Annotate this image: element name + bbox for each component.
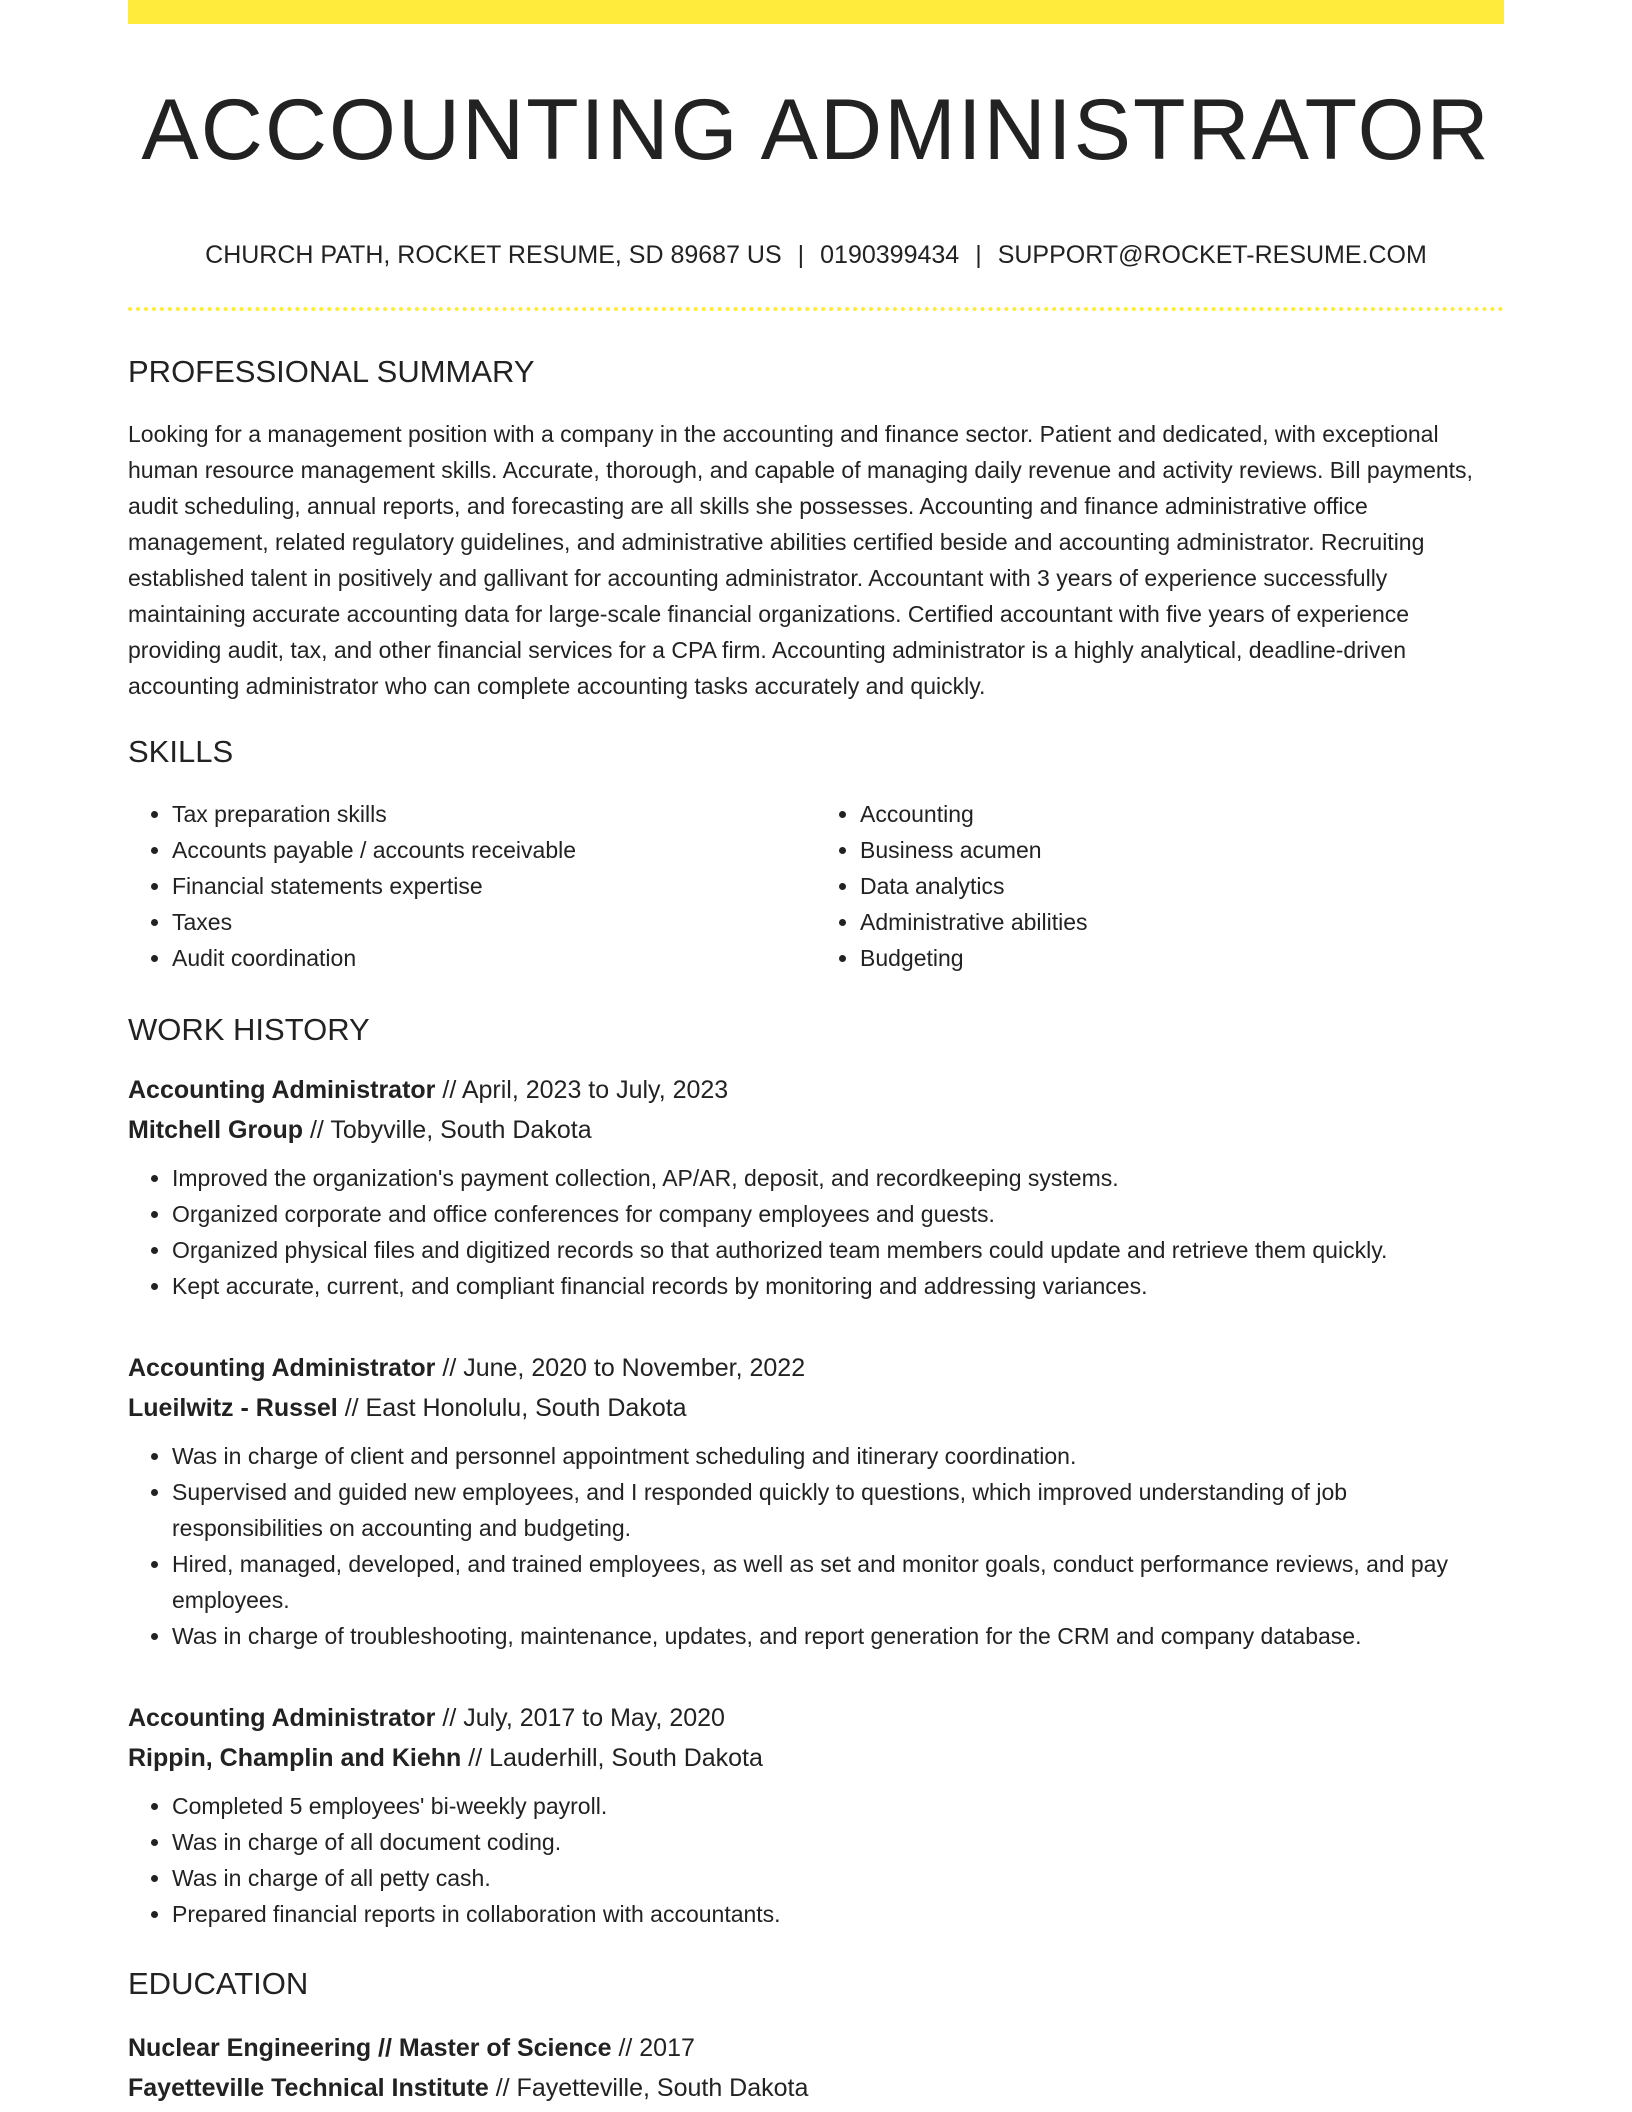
job-entry — [128, 1070, 1504, 1304]
skill-item: • Data analytics — [860, 868, 1504, 904]
job-bullets — [128, 1160, 1504, 1304]
job-title-line — [128, 1698, 1504, 1738]
job-entry — [128, 1698, 1504, 1932]
job-dates: // July, 2017 to May, 2020 — [442, 1704, 725, 1732]
job-title: Accounting Administrator — [128, 1354, 436, 1382]
skills-list-left — [128, 796, 816, 976]
contact-email: SUPPORT@ROCKET-RESUME.COM — [997, 241, 1427, 269]
job-bullet: • Kept accurate, current, and compliant financial records by monitoring and addressing variances. — [172, 1268, 1504, 1304]
work-history-section — [128, 1010, 1504, 1932]
job-bullet: • Improved the organization's payment collection, AP/AR, deposit, and recordkeeping systems. — [172, 1160, 1504, 1196]
skill-item: • Audit coordination — [172, 940, 816, 976]
job-entry — [128, 1348, 1504, 1654]
education-school-line — [128, 2068, 1504, 2108]
skill-item: • Accounts payable / accounts receivable — [172, 832, 816, 868]
dotted-divider — [128, 307, 1504, 311]
job-bullet: • Was in charge of all petty cash. — [172, 1860, 1504, 1896]
accent-top-bar — [128, 0, 1504, 24]
job-bullet: • Supervised and guided new employees, and I responded quickly to questions, which improved understanding of job responsibilities on accounting and budgeting. — [172, 1474, 1504, 1546]
job-title: Accounting Administrator — [128, 1076, 436, 1104]
contact-separator: | — [975, 241, 982, 269]
education-degree: Nuclear Engineering // Master of Science — [128, 2034, 612, 2062]
job-company-line — [128, 1388, 1504, 1428]
job-bullet: • Hired, managed, developed, and trained employees, as well as set and monitor goals, conduct performance reviews, and pay employees. — [172, 1546, 1504, 1618]
job-location: // East Honolulu, South Dakota — [344, 1394, 687, 1422]
section-heading-education: EDUCATION — [128, 1966, 309, 2001]
skill-item: • Administrative abilities — [860, 904, 1504, 940]
job-bullets — [128, 1438, 1504, 1654]
skill-item: • Business acumen — [860, 832, 1504, 868]
job-company: Lueilwitz - Russel — [128, 1394, 338, 1422]
job-company: Rippin, Champlin and Kiehn — [128, 1744, 462, 1772]
skill-item: • Tax preparation skills — [172, 796, 816, 832]
job-company: Mitchell Group — [128, 1116, 303, 1144]
summary-section — [128, 352, 1504, 704]
contact-phone: 0190399434 — [820, 241, 960, 269]
summary-text: Looking for a management position with a company in the accounting and finance sector. Patient and dedicated, with exceptional human resource management skills. Accurate, thorough, and capable of managing daily revenue and activity reviews. Bill payments, audit scheduling, annual reports, and forecasting are all skills she possesses. Accounting and finance administrative office management, related regulatory guidelines, and administrative abilities certified beside and accounting administrator. Recruiting established talent in positively and gallivant for accounting administrator. Accountant with 3 years of experience successfully maintaining accurate accounting data for large-scale financial organizations. Certified accountant with five years of experience providing audit, tax, and other financial services for a CPA firm. Accounting administrator is a highly analytical, deadline-driven accounting administrator who can complete accounting tasks accurately and quickly. — [128, 421, 1473, 699]
job-bullet: • Organized corporate and office conferences for company employees and guests. — [172, 1196, 1504, 1232]
contact-address: CHURCH PATH, ROCKET RESUME, SD 89687 US — [205, 241, 782, 269]
section-heading-summary: PROFESSIONAL SUMMARY — [128, 354, 535, 389]
job-bullet: • Was in charge of all document coding. — [172, 1824, 1504, 1860]
job-bullets — [128, 1788, 1504, 1932]
resume-content — [128, 352, 1504, 2108]
contact-line — [128, 238, 1504, 272]
job-title: Accounting Administrator — [128, 1704, 436, 1732]
section-heading-work: WORK HISTORY — [128, 1012, 370, 1047]
skill-item: • Taxes — [172, 904, 816, 940]
job-title-line — [128, 1070, 1504, 1110]
contact-separator: | — [797, 241, 805, 269]
skill-item: • Accounting — [860, 796, 1504, 832]
education-year: // 2017 — [618, 2034, 695, 2062]
skill-item: • Financial statements expertise — [172, 868, 816, 904]
skill-item: • Budgeting — [860, 940, 1504, 976]
skills-list-right — [816, 796, 1504, 976]
job-bullet: • Completed 5 employees' bi-weekly payroll. — [172, 1788, 1504, 1824]
job-dates: // April, 2023 to July, 2023 — [442, 1076, 729, 1104]
job-location: // Tobyville, South Dakota — [309, 1116, 592, 1144]
education-section — [128, 1964, 1504, 2108]
candidate-title: ACCOUNTING ADMINISTRATOR — [141, 82, 1491, 178]
job-bullet: • Organized physical files and digitized records so that authorized team members could update and retrieve them quickly. — [172, 1232, 1504, 1268]
education-location: // Fayetteville, South Dakota — [495, 2074, 809, 2102]
job-bullet: • Prepared financial reports in collaboration with accountants. — [172, 1896, 1504, 1932]
skills-columns — [128, 796, 1504, 976]
job-location: // Lauderhill, South Dakota — [468, 1744, 763, 1772]
job-bullet: • Was in charge of troubleshooting, maintenance, updates, and report generation for the CRM and company database. — [172, 1618, 1504, 1654]
job-dates: // June, 2020 to November, 2022 — [442, 1354, 806, 1382]
education-entry — [128, 2028, 1504, 2108]
education-degree-line — [128, 2028, 1504, 2068]
job-company-line — [128, 1110, 1504, 1150]
section-heading-skills: SKILLS — [128, 734, 234, 769]
job-title-line — [128, 1348, 1504, 1388]
job-company-line — [128, 1738, 1504, 1778]
skills-section — [128, 732, 1504, 976]
education-school: Fayetteville Technical Institute — [128, 2074, 489, 2102]
job-bullet: • Was in charge of client and personnel appointment scheduling and itinerary coordination. — [172, 1438, 1504, 1474]
